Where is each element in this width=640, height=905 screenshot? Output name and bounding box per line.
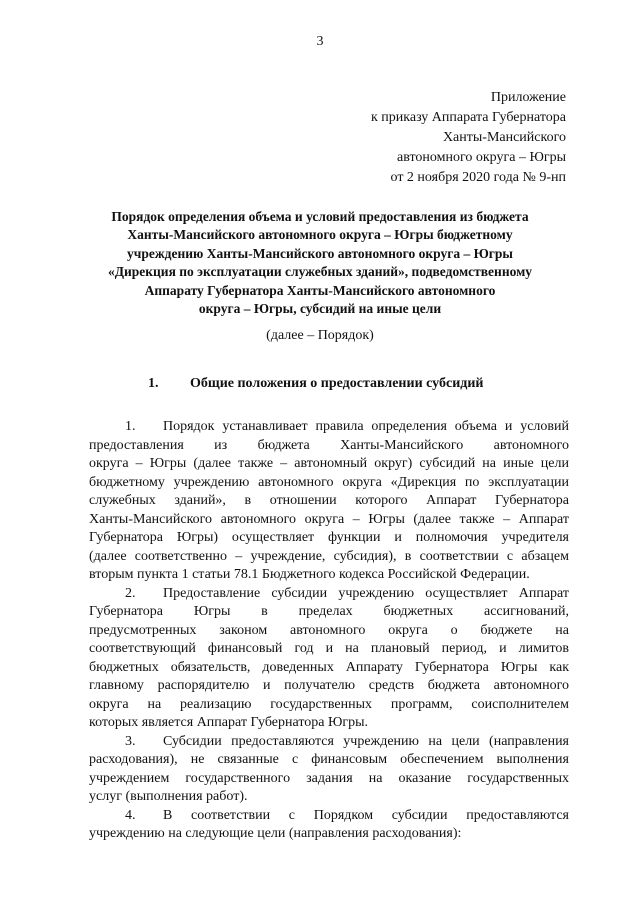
section-number: 1. (148, 376, 159, 391)
paragraph-line: Губернатора Югры) осуществляет функции и полномочия учредителя (89, 530, 569, 545)
appendix-line: автономного округа – Югры (397, 150, 566, 165)
section-title: Общие положения о предоставлении субсидий (190, 376, 484, 391)
paragraph-line: округа – Югры (далее также – автономный округ) субсидий на иные цели (89, 456, 569, 471)
paragraph-line: Ханты-Мансийского автономного округа – Югры (далее также – Аппарат (89, 511, 569, 527)
title-line: «Дирекция по эксплуатации служебных зданий», подведомственному (107, 264, 533, 280)
paragraph-line (89, 807, 569, 826)
paragraph-line: бюджетному учреждению автономного округа «Дирекция по эксплуатации (89, 474, 569, 490)
document-body (89, 418, 569, 844)
paragraph-line: учреждением государственного задания на оказание государственных (89, 770, 569, 786)
title-line: Порядок определения объема и условий предоставления из бюджета (111, 209, 529, 224)
paragraph-text: Субсидии предоставляются учреждению на цели (направления (163, 733, 569, 749)
paragraph-line: округа на реализацию государственных программ, соисполнителем (89, 696, 569, 712)
paragraph-line: Губернатора Югры в пределах бюджетных ассигнований, (89, 604, 569, 619)
paragraph-line (89, 418, 569, 437)
paragraph-number: 1. (125, 419, 136, 434)
title-line: округа – Югры, субсидий на иные цели (198, 301, 442, 317)
paragraph-line: (далее соответственно – учреждение, субсидия), в соответствии с абзацем (89, 548, 569, 564)
paragraph-line (89, 585, 569, 604)
paragraph-text: В соответствии с Порядком субсидии предоставляются (163, 807, 569, 823)
appendix-line: от 2 ноября 2020 года № 9-нп (390, 170, 566, 185)
paragraph-line: соответствующий финансовый год и на плановый период, и лимитов (89, 641, 569, 656)
paragraph-3 (89, 733, 569, 807)
paragraph-line: которых является Аппарат Губернатора Югры. (89, 715, 369, 730)
document-subtitle: (далее – Порядок) (266, 328, 374, 343)
paragraph-line (89, 733, 569, 752)
paragraph-line: служебных зданий», в отношении которого Аппарат Губернатора (89, 493, 569, 508)
title-line: Аппарату Губернатора Ханты-Мансийского автономного (144, 282, 496, 298)
paragraph-line: расходования), не связанные с финансовым обеспечением выполнения (89, 752, 569, 767)
title-line: Ханты-Мансийского автономного округа – Югры бюджетному (127, 227, 513, 243)
appendix-line: Приложение (490, 90, 566, 105)
appendix-block (371, 88, 566, 188)
document-title (80, 208, 560, 318)
paragraph-number: 3. (125, 733, 136, 749)
paragraph-number: 2. (125, 585, 136, 601)
paragraph-line: бюджетных обязательств, доведенных Аппарату Губернатора Югры как (89, 659, 569, 675)
paragraph-line: главному распорядителю и получателю средств бюджета автономного (89, 678, 569, 693)
paragraph-text: Предоставление субсидии учреждению осуществляет Аппарат (163, 585, 569, 601)
appendix-line: к приказу Аппарата Губернатора (370, 110, 566, 125)
paragraph-text: Порядок устанавливает правила определения объема и условий (163, 419, 569, 434)
paragraph-line: предусмотренных законом автономного округа о бюджете на (89, 622, 569, 638)
paragraph-4 (89, 807, 569, 844)
paragraph-1 (89, 418, 569, 585)
paragraph-line: предоставления из бюджета Ханты-Мансийского автономного (89, 437, 569, 453)
paragraph-line: учреждению на следующие цели (направления расходования): (89, 826, 462, 841)
section-heading (148, 376, 483, 392)
paragraph-line: вторым пункта 1 статьи 78.1 Бюджетного кодекса Российской Федерации. (89, 567, 530, 582)
page-number: 3 (316, 34, 324, 49)
paragraph-2 (89, 585, 569, 733)
paragraph-line: услуг (выполнения работ). (89, 789, 248, 804)
appendix-line: Ханты-Мансийского (442, 130, 566, 145)
paragraph-number: 4. (125, 807, 136, 823)
title-line: учреждению Ханты-Мансийского автономного округа – Югры (127, 245, 513, 261)
